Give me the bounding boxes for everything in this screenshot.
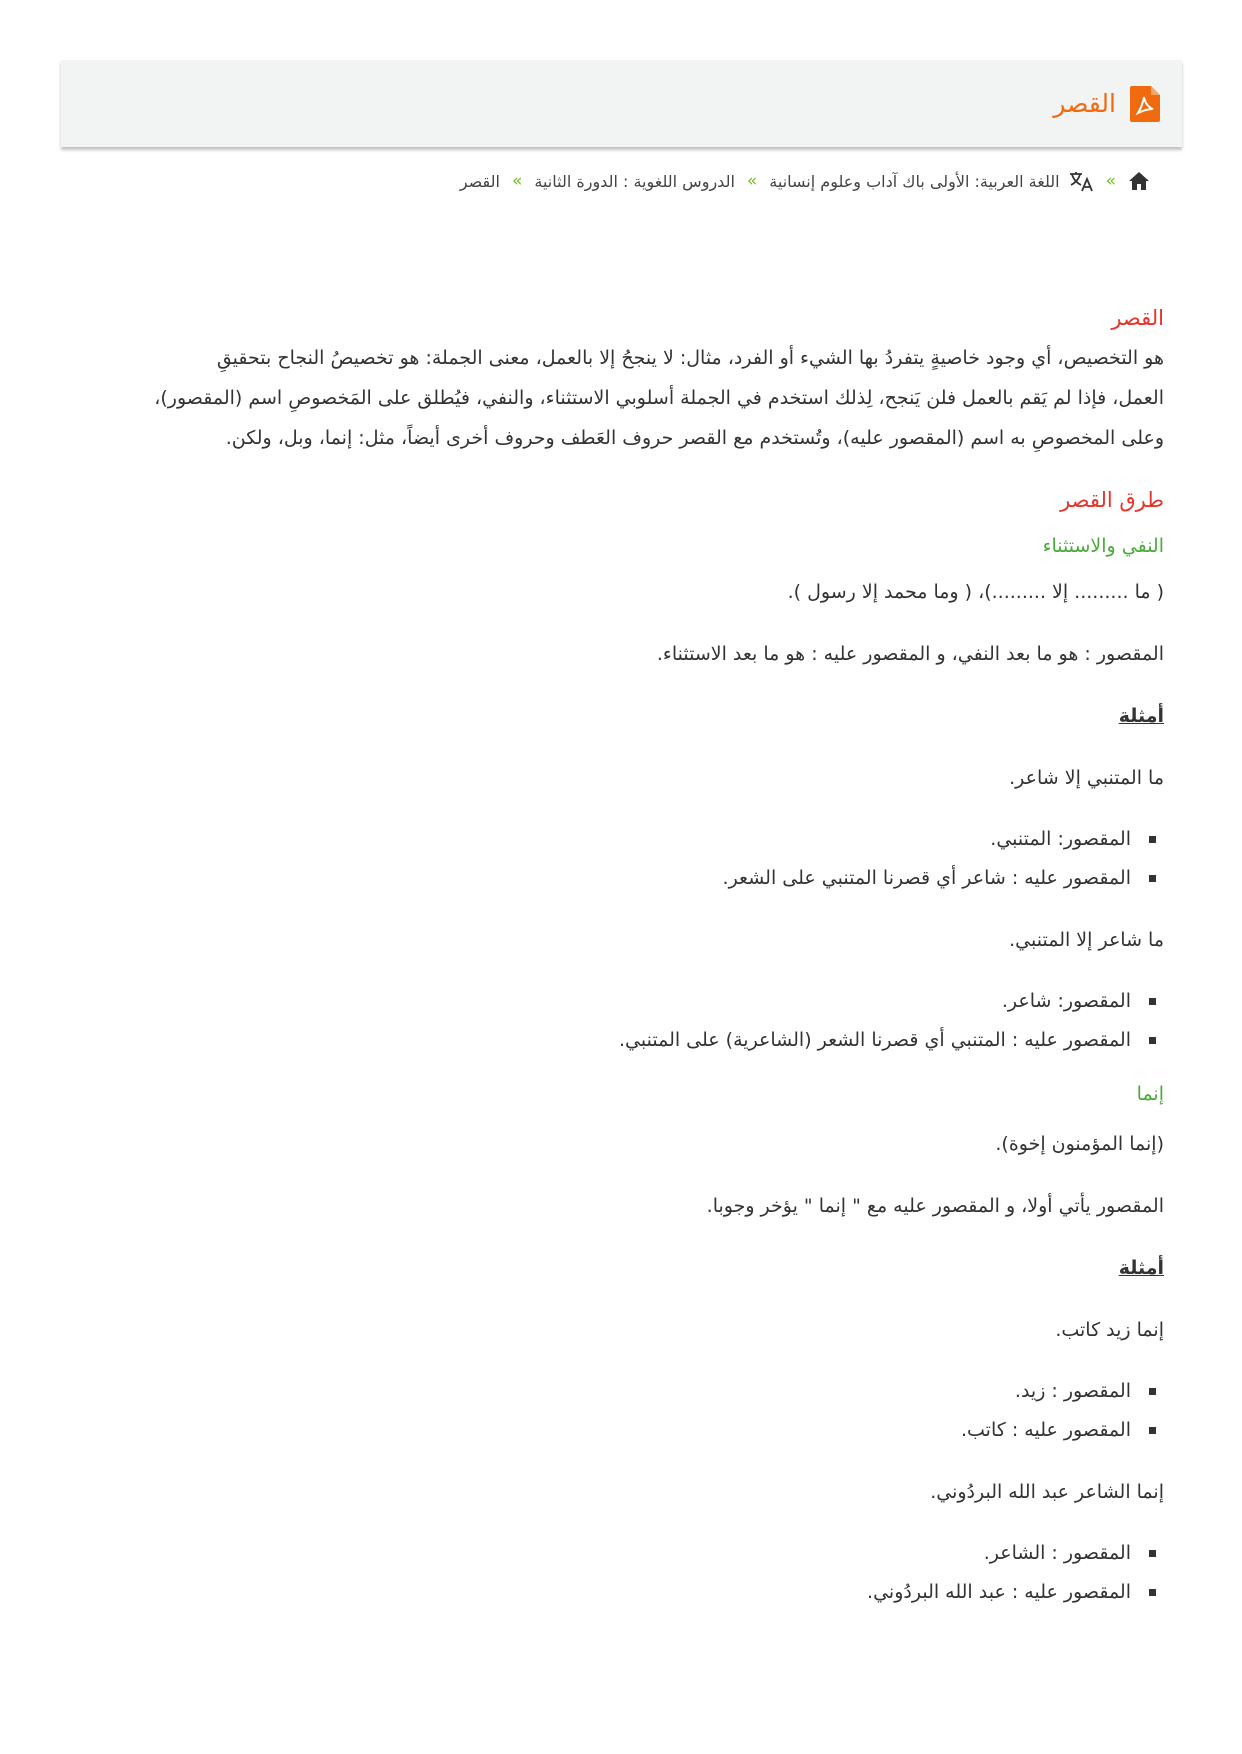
section-nafy-pattern: ( ما ......... إلا .........)، ( وما محمد إلا رسول ). [787,581,1164,603]
example-sentence: ما المتنبي إلا شاعر. [1009,767,1164,789]
example-bullets [92,1534,1164,1612]
list-item: المقصور : زيد. [92,1372,1164,1411]
breadcrumb [460,170,1150,192]
breadcrumb-item-current: القصر [459,171,500,191]
list-item: المقصور: شاعر. [92,982,1164,1021]
breadcrumb-item-section[interactable]: الدروس اللغوية : الدورة الثانية [534,171,735,191]
section-innama-heading: إنما [1136,1083,1164,1105]
section-innama-rule: المقصور يأتي أولا، و المقصور عليه مع " إنما " يؤخر وجوبا. [706,1195,1164,1217]
translate-icon [1068,170,1094,192]
example-sentence: إنما زيد كاتب. [1055,1319,1164,1341]
list-item: المقصور عليه : شاعر أي قصرنا المتنبي على الشعر. [92,859,1164,898]
list-item: المقصور عليه : عبد الله البردُوني. [92,1573,1164,1612]
list-item: المقصور عليه : المتنبي أي قصرنا الشعر (الشاعرية) على المتنبي. [92,1021,1164,1060]
example-bullets [92,982,1164,1060]
bullet-marker [1149,1388,1156,1395]
breadcrumb-item-subject[interactable]: اللغة العربية: الأولى باك آداب وعلوم إنسانية [769,171,1060,191]
section-innama-pattern: (إنما المؤمنون إخوة). [995,1133,1164,1155]
heading-main: القصر [1111,306,1164,330]
pdf-file-icon[interactable] [1130,86,1160,122]
bullet-marker [1149,1037,1156,1044]
intro-line-2: العمل، فإذا لم يَقم بالعمل فلن يَنجح، لِذلك استخدم في الجملة أسلوبي الاستثناء، والنفي، فيُطلق على المَخصوصِ اسم (المقصور)، [154,387,1164,409]
intro-line-1: هو التخصيص، أي وجود خاصيةٍ يتفردُ بها الشيء أو الفرد، مثال: لا ينجحُ إلا بالعمل، معنى الجملة: هو تخصيصُ النجاح بتحقيقِ [216,347,1164,369]
example-sentence: إنما الشاعر عبد الله البردُوني. [930,1481,1164,1503]
bullet-marker [1149,1427,1156,1434]
bullet-marker [1149,875,1156,882]
intro-line-3: وعلى المخصوصِ به اسم (المقصور عليه)، وتُستخدم مع القصر حروف العَطف وحروف أخرى أيضاً، مثل: إنما، وبل، ولكن. [225,427,1164,449]
breadcrumb-separator: » [511,171,523,191]
heading-methods: طرق القصر [1060,488,1164,512]
lesson-content [92,298,1164,1612]
bullet-marker [1149,1550,1156,1557]
home-icon[interactable] [1128,171,1150,191]
example-sentence: ما شاعر إلا المتنبي. [1009,929,1164,951]
list-item: المقصور: المتنبي. [92,820,1164,859]
section-nafy-rule: المقصور : هو ما بعد النفي، و المقصور عليه : هو ما بعد الاستثناء. [656,643,1164,665]
example-bullets [92,820,1164,898]
section-nafy-heading: النفي والاستثناء [1042,535,1164,557]
list-item: المقصور : الشاعر. [92,1534,1164,1573]
page-header [61,60,1182,147]
bullet-marker [1149,998,1156,1005]
page-title: القصر [1053,89,1116,118]
bullet-marker [1149,1589,1156,1596]
list-item: المقصور عليه : كاتب. [92,1411,1164,1450]
example-bullets [92,1372,1164,1450]
breadcrumb-separator: » [1105,171,1116,191]
bullet-marker [1149,836,1156,843]
breadcrumb-separator: » [746,171,758,191]
examples-label: أمثلة [1118,705,1164,727]
examples-label: أمثلة [1118,1257,1164,1279]
